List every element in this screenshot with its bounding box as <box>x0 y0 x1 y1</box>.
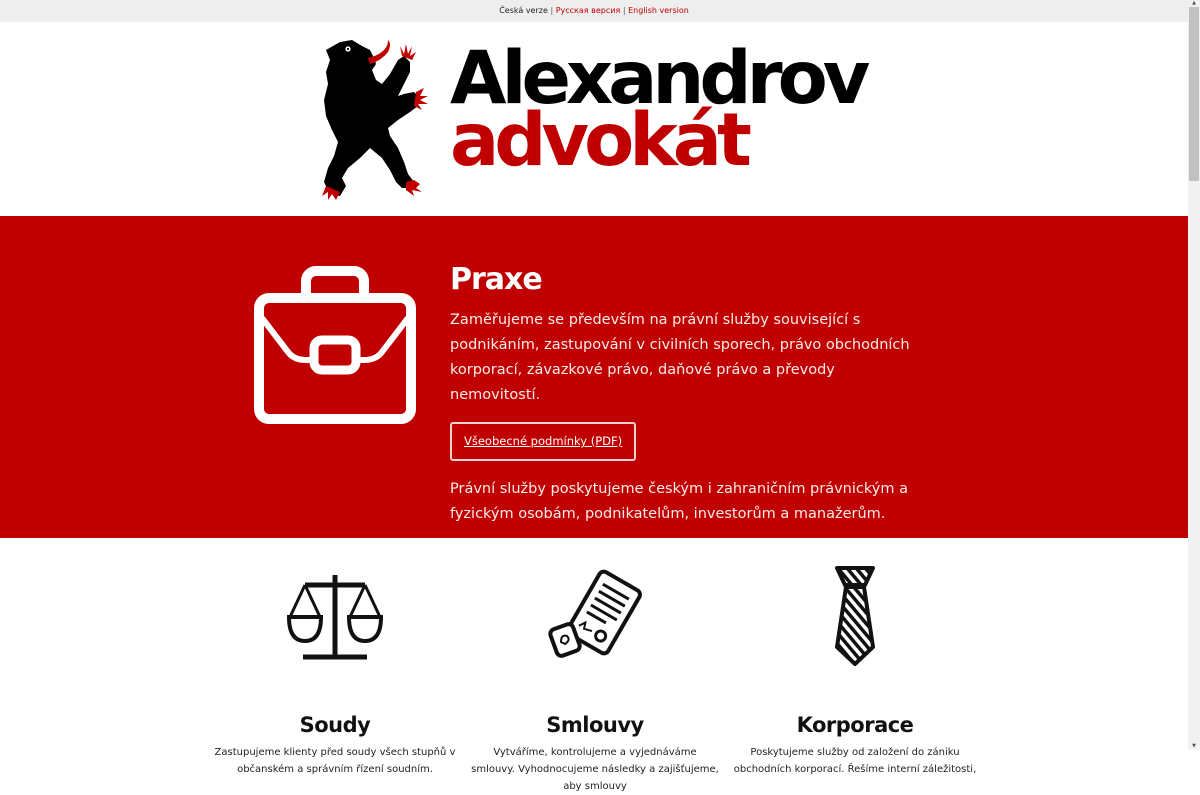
lang-russian-link[interactable]: Русская версия <box>555 6 621 15</box>
brand-subtitle: advokát <box>450 98 747 183</box>
praxe-section <box>0 216 1188 538</box>
necktie-icon <box>833 565 877 667</box>
service-smlouvy <box>470 564 720 795</box>
service-description: Poskytujeme služby od založení do zániku obchodních korporací. Řešíme interní záležitosti, <box>733 747 977 775</box>
praxe-clients-text: Právní služby poskytujeme českým i zahraničním právnickým a fyzickým osobám, podnikatelům, investorům a manažerům. <box>450 481 908 522</box>
services-section <box>0 538 1188 792</box>
praxe-title: Praxe <box>450 262 542 297</box>
scales-icon <box>287 571 383 661</box>
site-header <box>0 22 1188 216</box>
bear-icon <box>318 36 432 202</box>
brand-name: Alexandrov <box>450 36 866 121</box>
lang-separator: | <box>550 6 554 15</box>
brand <box>450 36 866 183</box>
praxe-content <box>450 262 920 527</box>
service-title: Soudy <box>299 713 371 737</box>
lang-english-link[interactable]: English version <box>628 6 689 15</box>
praxe-description: Zaměřujeme se především na právní služby související s podnikáním, zastupování v civilních sporech, právo obchodních korporací, závazkové právo, daňové právo a převody nemovitostí. <box>450 312 910 403</box>
lang-separator: | <box>622 6 626 15</box>
service-description: Vytváříme, kontrolujeme a vyjednáváme smlouvy. Vyhodnocujeme následky a zajišťujeme, aby smlouvy <box>471 747 719 792</box>
service-soudy <box>210 564 460 778</box>
contract-icon <box>547 568 643 664</box>
service-description: Zastupujeme klienty před soudy všech stupňů v občanském a správním řízení soudním. <box>214 747 456 775</box>
scroll-down-arrow-icon[interactable]: ▼ <box>1192 743 1196 749</box>
service-title: Smlouvy <box>546 713 644 737</box>
service-title: Korporace <box>796 713 914 737</box>
briefcase-icon <box>254 266 416 424</box>
service-korporace <box>730 564 980 778</box>
scroll-thumb[interactable] <box>1189 7 1199 181</box>
scroll-up-arrow-icon[interactable]: ▲ <box>1192 0 1196 6</box>
terms-pdf-button[interactable]: Všeobecné podmínky (PDF) <box>450 422 636 461</box>
language-bar <box>0 0 1188 22</box>
page-scrollbar[interactable] <box>1188 0 1200 750</box>
lang-czech-current: Česká verze <box>499 6 548 15</box>
